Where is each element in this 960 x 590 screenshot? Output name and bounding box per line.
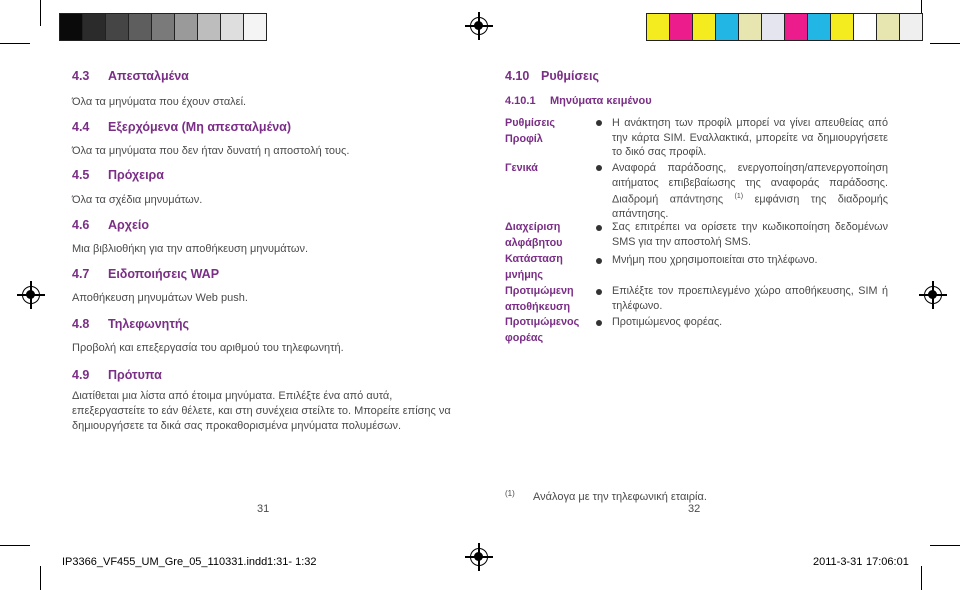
color-calibration-bar	[646, 13, 923, 41]
slug-filename: IP3366_VF455_UM_Gre_05_110331.indd	[62, 556, 268, 568]
subsection-heading: 4.10.1 Μηνύματα κειμένου	[505, 95, 652, 107]
calibration-swatch	[739, 14, 762, 40]
calibration-swatch	[198, 14, 221, 40]
section-text: Αποθήκευση μηνυμάτων Web push.	[72, 292, 248, 304]
calibration-swatch	[716, 14, 739, 40]
slug-pages: 1:31- 1:32	[267, 556, 317, 568]
calibration-swatch	[83, 14, 106, 40]
section-text: Όλα τα σχέδια μηνυμάτων.	[72, 194, 203, 206]
settings-label: Διαχείριση αλφάβητου	[505, 221, 563, 249]
section-heading: 4.3 Απεσταλμένα	[72, 69, 189, 83]
settings-description: Αναφορά παράδοσης, ενεργοποίηση/απενεργοποίηση αιτήματος επιβεβαίωσης της αναφοράς παράδοσης. Διαδρομή απάντησης $^{(1)}$ εμφάνιση της διαδρομής απάντησης.	[612, 162, 888, 221]
section-text: Μια βιβλιοθήκη για την αποθήκευση μηνυμάτων.	[72, 243, 309, 255]
calibration-swatch	[244, 14, 266, 40]
settings-description: Σας επιτρέπει να ορίσετε την κωδικοποίηση δεδομένων SMS για την αποστολή SMS.	[612, 221, 888, 248]
bullet-icon	[596, 120, 602, 126]
crop-mark	[0, 545, 30, 546]
bullet-icon	[596, 320, 602, 326]
settings-label: Ρυθμίσεις Προφίλ	[505, 117, 556, 145]
grayscale-calibration-bar	[59, 13, 267, 41]
calibration-swatch	[60, 14, 83, 40]
calibration-swatch	[129, 14, 152, 40]
section-heading: 4.9 Πρότυπα	[72, 368, 162, 382]
settings-description: Μνήμη που χρησιμοποιείται στο τηλέφωνο.	[612, 254, 818, 266]
calibration-swatch	[647, 14, 670, 40]
bullet-icon	[596, 225, 602, 231]
page-number: 32	[688, 503, 701, 515]
section-text: Προβολή και επεξεργασία του αριθμού του τηλεφωνητή.	[72, 342, 344, 354]
section-text: Όλα τα μηνύματα που δεν ήταν δυνατή η αποστολή τους.	[72, 145, 350, 157]
calibration-swatch	[152, 14, 175, 40]
settings-description: Η ανάκτηση των προφίλ μπορεί να γίνει απευθείας από την κάρτα SIM. Εναλλακτικά, μπορείτε να δημιουργήσετε το δικό σας προφίλ.	[612, 117, 888, 158]
registration-target-icon	[470, 17, 488, 35]
footnote-text: Ανάλογα με την τηλεφωνική εταιρία.	[533, 491, 707, 503]
bullet-icon	[596, 258, 602, 264]
crop-mark	[921, 566, 922, 590]
crop-mark	[930, 545, 960, 546]
bullet-icon	[596, 165, 602, 171]
calibration-swatch	[221, 14, 244, 40]
footnote-mark: (1)	[505, 489, 515, 498]
calibration-swatch	[877, 14, 900, 40]
section-text: Όλα τα μηνύματα που έχουν σταλεί.	[72, 96, 247, 108]
calibration-swatch	[762, 14, 785, 40]
section-heading: 4.10 Ρυθμίσεις	[505, 69, 599, 83]
section-heading: 4.8 Τηλεφωνητής	[72, 317, 190, 331]
crop-mark	[0, 43, 30, 44]
section-heading: 4.5 Πρόχειρα	[72, 168, 164, 182]
calibration-swatch	[854, 14, 877, 40]
registration-target-icon	[470, 548, 488, 566]
settings-label: Προτιμώμενη αποθήκευση	[505, 285, 574, 313]
calibration-swatch	[175, 14, 198, 40]
section-heading: 4.4 Εξερχόμενα (Μη απεσταλμένα)	[72, 120, 292, 134]
page-number: 31	[257, 503, 270, 515]
calibration-swatch	[808, 14, 831, 40]
slug-date: 2011-3-31	[813, 556, 863, 568]
calibration-swatch	[785, 14, 808, 40]
calibration-swatch	[670, 14, 693, 40]
calibration-swatch	[831, 14, 854, 40]
registration-target-icon	[22, 286, 40, 304]
settings-description: Επιλέξτε τον προεπιλεγμένο χώρο αποθήκευσης, SIM ή τηλέφωνο.	[612, 285, 888, 312]
registration-target-icon	[924, 286, 942, 304]
calibration-swatch	[693, 14, 716, 40]
settings-label: Γενικά	[505, 162, 538, 174]
settings-description: Προτιμώμενος φορέας.	[612, 316, 723, 328]
crop-mark	[930, 43, 960, 44]
bullet-icon	[596, 289, 602, 295]
section-heading: 4.6 Αρχείο	[72, 218, 149, 232]
slug-time: 17:06:01	[866, 556, 909, 568]
crop-mark	[40, 0, 41, 26]
section-heading: 4.7 Ειδοποιήσεις WAP	[72, 267, 220, 281]
settings-label: Προτιμώμενος φορέας	[505, 316, 580, 344]
calibration-swatch	[106, 14, 129, 40]
settings-label: Κατάσταση μνήμης	[505, 253, 563, 281]
crop-mark	[40, 566, 41, 590]
calibration-swatch	[900, 14, 922, 40]
section-text: Διατίθεται μια λίστα από έτοιμα μηνύματα. Επιλέξτε ένα από αυτά, επεξεργαστείτε το εάν θέλετε, και στη συνέχεια στείλτε το. Μπορείτε επίσης να δημιουργήσετε τα δικά σας προκαθορισμένα μηνύματα πολυμέσων.	[72, 390, 451, 432]
